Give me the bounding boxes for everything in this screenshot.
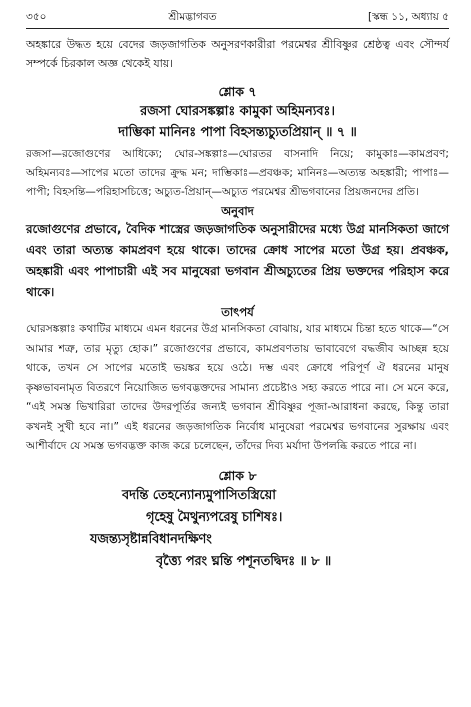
translation-heading: অনুবাদ xyxy=(221,204,254,218)
translation-paragraph: রজোগুণের প্রভাবে, বৈদিক শাস্ত্রের জড়জাগতিক অনুসারীদের মধ্যে উগ্র মানসিকতা জাগে এবং তারা অত্যন্ত কামপ্রবণ হয়ে থাকে। তাদের ক্রোধ সাপের মতো উগ্র হয়। প্রবঞ্চক, অহঙ্কারী এবং পাপাচারী এই সব মানুষেরা ভগবান শ্রীঅচ্যুতের প্রিয় ভক্তদের পরিহাস করে থাকে। xyxy=(26,222,449,299)
verse-8-line-4: বৃত্ত্যৈ পরং ঘ্নন্তি পশূনতদ্বিদঃ ॥ ৮ ॥ xyxy=(156,553,332,569)
verse-7-line-1: রজসা ঘোরসঙ্কল্পাঃ কামুকা অহিমন্যবঃ। xyxy=(140,104,335,119)
verse-8-line-1: বদন্তি তেহন্যোন্যমুপাসিতস্ত্রিয়ো xyxy=(122,487,276,503)
purport-paragraph: ঘোরসঙ্কল্পাঃ কথাটির মাধ্যমে এমন ধরনের উগ্র মানসিকতা বোঝায়, যার মাধ্যমে চিন্তা হতে থাকে—“সে আমার শত্রু, তার মৃত্যু হোক।” রজোগুণের প্রভাবে, কামপ্রবণতায় ভাবাবেগে বদ্ধজীব আচ্ছন্ন হয়ে থাকে, তখন সে সাপের মতোই ভয়ঙ্কর হয়ে ওঠে। দম্ভ এবং ক্রোধে পরিপূর্ণ ঐ ধরনের মানুষ কৃষ্ণভাবনামৃত বিতরণে নিয়োজিত ভগবদ্ভক্তদের সামান্য প্রচেষ্টাও সহ্য করতে পারে না। সে মনে করে, “এই সমস্ত ভিখারিরা তাদের উদরপূর্তির জন্যই ভগবান শ্রীবিষ্ণুর পূজা-আরাধনা করছে, কিন্তু তারা কখনই সুখী হবে না।” এই ধরনের জড়জাগতিক নির্বোধ মানুষেরা পরমেশ্বর ভগবানের সুরক্ষায় এবং আশীর্বাদে যে সমস্ত ভগবদ্ভক্ত কাজ করে চলেছেন, তাঁদের দিব্য মর্যাদা উপলব্ধি করতে পারে না। xyxy=(26,323,449,452)
verse-8-label: শ্লোক ৮ xyxy=(218,467,257,483)
verse-7-line-2: দাম্ভিকা মানিনঃ পাপা বিহসন্ত্যচ্যুতপ্রিয়ান্ ॥ ৭ ॥ xyxy=(118,125,357,140)
verse-8-line-2: গৃহেষু মৈথুন্যপরেষু চাশিষঃ। xyxy=(146,509,283,525)
intro-paragraph: অহঙ্কারে উদ্ধত হয়ে বেদের জড়জাগতিক অনুসরণকারীরা পরমেশ্বর শ্রীবিষ্ণুর শ্রেষ্ঠত্ব এবং সৌন্দর্য সম্পর্কে চিরকাল অজ্ঞ থেকেই যায়। xyxy=(26,38,449,70)
verse-8-line-3: যজন্ত্যসৃষ্টান্নবিধানদক্ষিণং xyxy=(90,531,212,547)
section-reference: [স্কন্ধ ১১, অধ্যায় ৫ xyxy=(367,11,449,23)
page-header xyxy=(26,6,449,29)
purport-heading: তাৎপর্য xyxy=(221,305,254,319)
synonyms-paragraph: রজসা—রজোগুণের আধিক্যে; ঘোর-সঙ্কল্পাঃ—ঘোরতর বাসনাদি নিয়ে; কামুকাঃ—কামপ্রবণ; অহিমন্যবঃ—সাপের মতো তাদের ক্রুদ্ধ মন; দাম্ভিকাঃ—প্রবঞ্চক; মানিনঃ—অত্যন্ত অহঙ্কারী; পাপাঃ—পাপী; বিহসন্তি—পরিহাসচিত্তে; অচ্যুত-প্রিয়ান্—অচ্যুত পরমেশ্বর শ্রীভগবানের প্রিয়জনদের প্রতি। xyxy=(26,148,449,198)
verse-7-label: শ্লোক ৭ xyxy=(218,84,257,99)
book-title: শ্রীমদ্ভাগবত xyxy=(168,11,217,23)
page-number: ৩৫০ xyxy=(26,11,47,23)
